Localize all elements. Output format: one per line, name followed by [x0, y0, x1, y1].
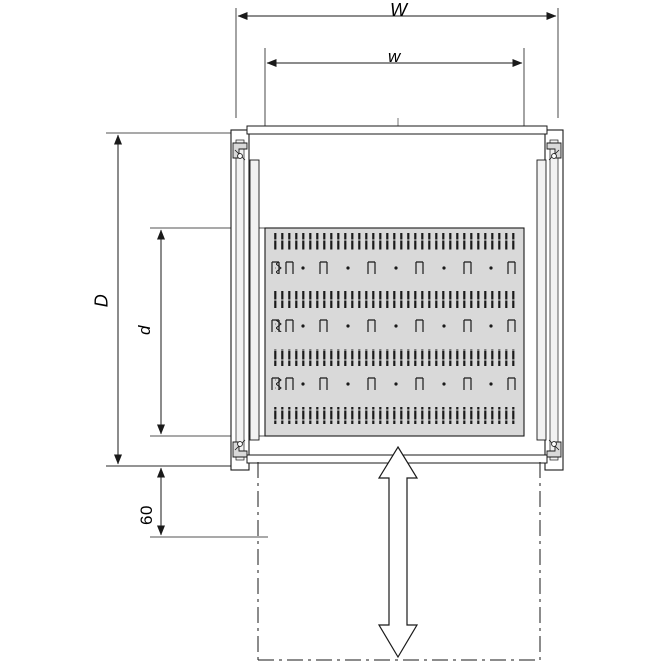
label-60: 60 [136, 505, 156, 525]
label-W: W [390, 0, 408, 20]
label-d: d [134, 325, 154, 335]
pull-out-direction-arrow [379, 447, 417, 657]
label-w: w [388, 47, 401, 66]
dimension-D [106, 133, 238, 466]
dimension-60 [106, 466, 268, 537]
label-D: D [91, 293, 112, 308]
shelf-plate [265, 228, 524, 436]
